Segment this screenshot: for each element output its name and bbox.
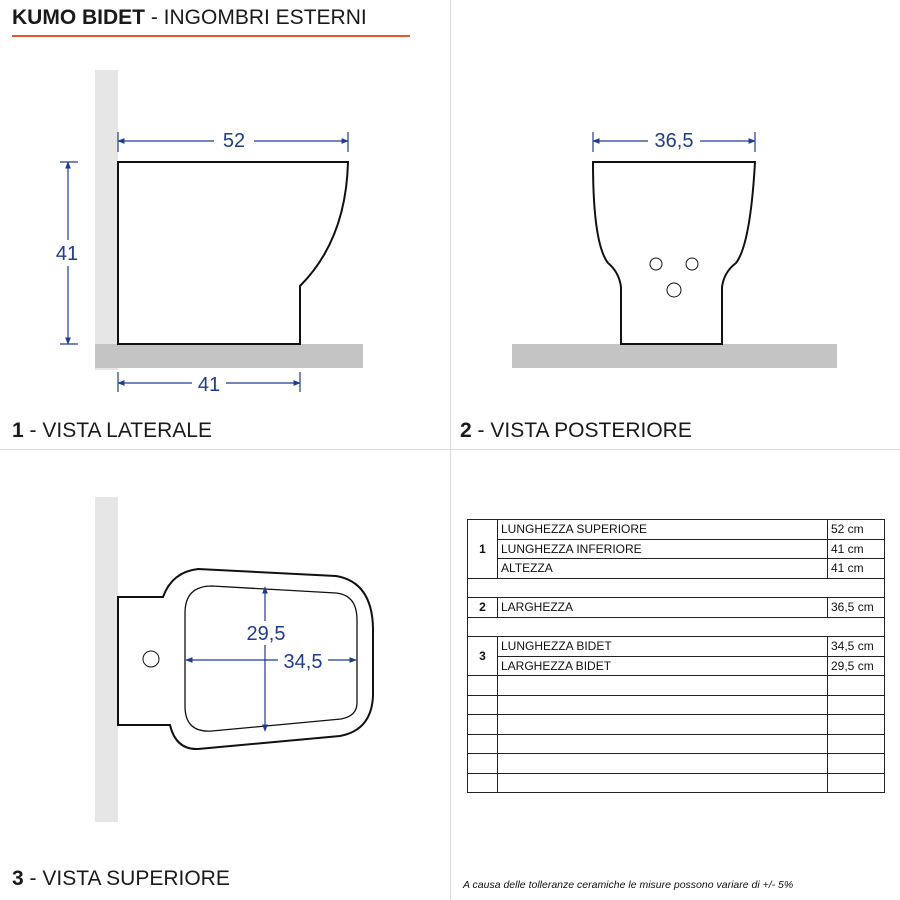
top-tap-hole xyxy=(143,651,159,667)
table-empty-row xyxy=(468,695,885,715)
table-row xyxy=(468,520,885,540)
side-bidet-outline xyxy=(118,162,348,344)
rear-view xyxy=(512,129,837,368)
row-value: 29,5 cm xyxy=(828,656,885,676)
row-label: ALTEZZA xyxy=(498,559,828,579)
rear-hole-left xyxy=(650,258,662,270)
group-id: 3 xyxy=(468,637,498,676)
table-spacer-row xyxy=(468,617,885,637)
top-bowl-outline xyxy=(185,586,357,731)
table-spacer-row xyxy=(468,578,885,598)
view-label-rear: 2 - VISTA POSTERIORE xyxy=(460,419,692,442)
row-value: 36,5 cm xyxy=(828,598,885,618)
dim-side-height: 41 xyxy=(55,243,79,265)
row-label: LUNGHEZZA SUPERIORE xyxy=(498,520,828,540)
rear-hole-bottom xyxy=(667,283,681,297)
table-row xyxy=(468,598,885,618)
dimensions-table xyxy=(467,519,885,793)
dim-rear-top: 36,5 xyxy=(654,130,694,152)
group-id: 2 xyxy=(468,598,498,618)
group-id: 1 xyxy=(468,520,498,579)
tolerance-note: A causa delle tolleranze ceramiche le misure possono variare di +/- 5% xyxy=(463,879,794,891)
side-floor xyxy=(95,344,363,368)
side-wall xyxy=(95,70,118,370)
row-value: 34,5 cm xyxy=(828,637,885,657)
top-wall xyxy=(95,497,118,822)
title-subtitle: - INGOMBRI ESTERNI xyxy=(150,6,367,29)
view-label-top: 3 - VISTA SUPERIORE xyxy=(12,867,230,890)
rear-floor xyxy=(512,344,837,368)
table-empty-row xyxy=(468,734,885,754)
rear-hole-right xyxy=(686,258,698,270)
table-row xyxy=(468,539,885,559)
table-empty-row xyxy=(468,676,885,696)
row-label: LARGHEZZA xyxy=(498,598,828,618)
dim-side-top: 52 xyxy=(222,130,246,152)
row-label: LARGHEZZA BIDET xyxy=(498,656,828,676)
row-label: LUNGHEZZA BIDET xyxy=(498,637,828,657)
table-empty-row xyxy=(468,754,885,774)
row-value: 41 cm xyxy=(828,559,885,579)
rear-bidet-outline xyxy=(593,162,755,344)
row-label: LUNGHEZZA INFERIORE xyxy=(498,539,828,559)
row-value: 52 cm xyxy=(828,520,885,540)
dim-top-length: 34,5 xyxy=(283,651,323,673)
row-value: 41 cm xyxy=(828,539,885,559)
table-row xyxy=(468,656,885,676)
top-view xyxy=(95,497,373,822)
side-view xyxy=(52,70,363,396)
dim-side-bottom: 41 xyxy=(197,374,221,396)
table-row xyxy=(468,559,885,579)
table-empty-row xyxy=(468,773,885,793)
view-label-side: 1 - VISTA LATERALE xyxy=(12,419,212,442)
dim-top-width: 29,5 xyxy=(246,623,286,645)
title-product: KUMO BIDET xyxy=(12,6,145,29)
table-empty-row xyxy=(468,715,885,735)
table-row xyxy=(468,637,885,657)
